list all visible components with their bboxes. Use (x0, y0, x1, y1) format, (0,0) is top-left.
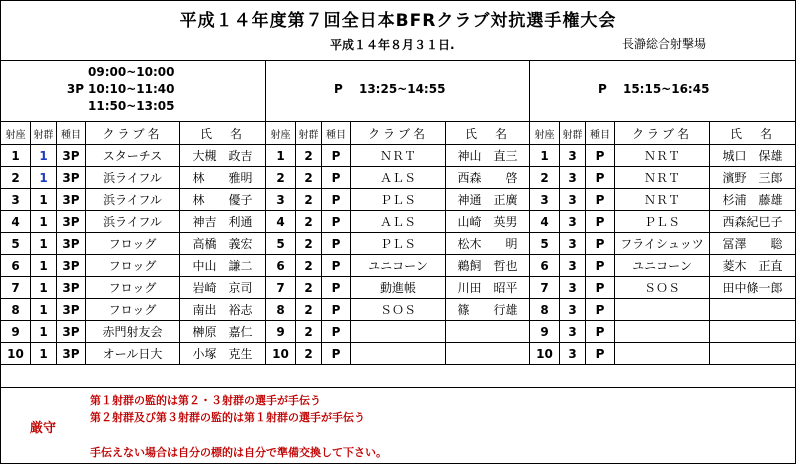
session-1-time-2: 10:10~11:40 (88, 82, 175, 96)
session-1-times (60, 64, 174, 115)
session-2-name-cell: 山崎 英男 (446, 211, 530, 233)
notes-label: 厳守 (30, 421, 57, 436)
table-row (1, 299, 796, 321)
session-2-group-cell: 2 (296, 167, 322, 189)
col-club: クラブ名 (351, 122, 446, 145)
session-2-event-cell: P (322, 211, 351, 233)
session-1-name-cell: 神吉 利通 (180, 211, 266, 233)
session-1-group-cell: 1 (31, 189, 57, 211)
session-3-group-cell: 3 (560, 145, 586, 167)
session-3-group-cell: 3 (560, 343, 586, 365)
session-2-group-cell: 2 (296, 299, 322, 321)
event-venue: 長瀞総合射撃場 (622, 37, 707, 51)
session-1-club-cell: フロッグ (86, 233, 180, 255)
col-group: 射群 (296, 122, 322, 145)
header-divider (0, 60, 796, 61)
session-3-name-cell: 杉浦 藤雄 (710, 189, 796, 211)
session-3-range: 15:15~16:45 (622, 82, 710, 96)
session-1-name-cell: 南出 裕志 (180, 299, 266, 321)
session-3-club-cell (615, 321, 710, 343)
session-2-event-cell: P (322, 343, 351, 365)
slot-divider-2 (529, 60, 530, 121)
table-row (1, 189, 796, 211)
session-3-pos-cell: 3 (530, 189, 560, 211)
session-3-time (598, 81, 709, 98)
session-1-event-cell: 3P (57, 343, 86, 365)
col-event: 種目 (586, 122, 615, 145)
session-2-event-cell: P (322, 233, 351, 255)
session-3-group-cell: 3 (560, 233, 586, 255)
session-2-name-cell (446, 321, 530, 343)
session-3-pos-cell: 2 (530, 167, 560, 189)
session-3-club-cell (615, 343, 710, 365)
session-2-pos-cell: 7 (266, 277, 296, 299)
session-2-name-cell: 鵜飼 哲也 (446, 255, 530, 277)
session-2-club-cell: ＡＬＳ (351, 167, 446, 189)
notes-section (0, 387, 796, 464)
session-2-club-cell: ＳＯＳ (351, 299, 446, 321)
session-1-club-cell: 浜ライフル (86, 167, 180, 189)
session-1-pos-cell: 5 (1, 233, 31, 255)
session-1-pos-cell: 7 (1, 277, 31, 299)
session-2-pos-cell: 4 (266, 211, 296, 233)
session-3-pos-cell: 8 (530, 299, 560, 321)
session-1-event-cell: 3P (57, 189, 86, 211)
session-1-event-cell: 3P (57, 167, 86, 189)
col-event: 種目 (322, 122, 351, 145)
col-position: 射座 (1, 122, 31, 145)
session-1-group-cell: 1 (31, 343, 57, 365)
session-2-pos-cell: 8 (266, 299, 296, 321)
session-3-event-cell: P (586, 343, 615, 365)
session-2-name-cell: 神通 正廣 (446, 189, 530, 211)
session-2-group-cell: 2 (296, 211, 322, 233)
session-1-event-cell: 3P (57, 211, 86, 233)
session-2-club-cell (351, 343, 446, 365)
col-name: 氏 名 (710, 122, 796, 145)
col-group: 射群 (560, 122, 586, 145)
session-3-name-cell (710, 321, 796, 343)
session-3-club-cell: ユニコーン (615, 255, 710, 277)
session-3-club-cell: フライシュッツ (615, 233, 710, 255)
session-1-club-cell: フロッグ (86, 277, 180, 299)
col-position: 射座 (266, 122, 296, 145)
session-1-time-1: 09:00~10:00 (88, 65, 175, 79)
session-1-club-cell: 浜ライフル (86, 211, 180, 233)
session-3-event-cell: P (586, 211, 615, 233)
session-2-name-cell: 川田 昭平 (446, 277, 530, 299)
session-3-group-cell: 3 (560, 277, 586, 299)
session-1-group-cell: 1 (31, 255, 57, 277)
session-3-club-cell (615, 299, 710, 321)
session-1-event-cell: 3P (57, 145, 86, 167)
session-2-group-cell: 2 (296, 145, 322, 167)
table-row (1, 211, 796, 233)
session-1-pos-cell: 4 (1, 211, 31, 233)
session-2-name-cell: 神山 直三 (446, 145, 530, 167)
session-2-group-cell: 2 (296, 255, 322, 277)
session-3-event-cell: P (586, 167, 615, 189)
session-1-pos-cell: 3 (1, 189, 31, 211)
session-3-pos-cell: 7 (530, 277, 560, 299)
session-2-event-cell: P (322, 145, 351, 167)
session-1-time-3: 11:50~13:05 (88, 99, 175, 113)
session-2-club-cell: ユニコーン (351, 255, 446, 277)
session-1-group-cell: 1 (31, 321, 57, 343)
session-2-name-cell: 西森 啓 (446, 167, 530, 189)
session-2-group-cell: 2 (296, 277, 322, 299)
session-2-club-cell: ＡＬＳ (351, 211, 446, 233)
session-3-pos-cell: 10 (530, 343, 560, 365)
session-1-name-cell: 榊原 嘉仁 (180, 321, 266, 343)
session-1-name-cell: 林 雅明 (180, 167, 266, 189)
session-2-pos-cell: 3 (266, 189, 296, 211)
session-3-club-cell: ＰＬＳ (615, 211, 710, 233)
session-2-group-cell: 2 (296, 321, 322, 343)
col-club: クラブ名 (615, 122, 710, 145)
session-2-club-cell: 動進帳 (351, 277, 446, 299)
session-1-name-cell: 大槻 政吉 (180, 145, 266, 167)
session-2-group-cell: 2 (296, 233, 322, 255)
table-row (1, 145, 796, 167)
session-2-pos-cell: 5 (266, 233, 296, 255)
table-row (1, 233, 796, 255)
session-1-name-cell: 中山 謙二 (180, 255, 266, 277)
roster-table (0, 121, 796, 365)
slot-divider-1 (265, 60, 266, 121)
session-3-name-cell: 菱木 正直 (710, 255, 796, 277)
col-position: 射座 (530, 122, 560, 145)
session-1-name-cell: 林 優子 (180, 189, 266, 211)
session-3-event-cell: P (586, 189, 615, 211)
session-3-name-cell: 城口 保雄 (710, 145, 796, 167)
session-2-group-cell: 2 (296, 189, 322, 211)
table-row (1, 343, 796, 365)
session-1-name-cell: 高橋 義宏 (180, 233, 266, 255)
session-2-club-cell: ＰＬＳ (351, 233, 446, 255)
session-2-club-cell: ＰＬＳ (351, 189, 446, 211)
session-2-time (334, 81, 445, 98)
session-3-group-cell: 3 (560, 255, 586, 277)
session-3-event-cell: P (586, 321, 615, 343)
session-2-club-cell (351, 321, 446, 343)
session-1-pos-cell: 9 (1, 321, 31, 343)
session-3-group-cell: 3 (560, 167, 586, 189)
session-3-pos-cell: 1 (530, 145, 560, 167)
session-1-group-cell: 1 (31, 299, 57, 321)
session-2-pos-cell: 10 (266, 343, 296, 365)
session-1-pos-cell: 8 (1, 299, 31, 321)
session-2-pos-cell: 9 (266, 321, 296, 343)
session-1-group-cell: 1 (31, 211, 57, 233)
page-title: 平成１４年度第７回全日本BFRクラブ対抗選手権大会 (179, 11, 617, 31)
session-3-club-cell: ＮＲＴ (615, 145, 710, 167)
table-row (1, 255, 796, 277)
session-3-name-cell: 田中條一郎 (710, 277, 796, 299)
session-1-event-cell: 3P (57, 255, 86, 277)
col-name: 氏 名 (180, 122, 266, 145)
session-1-group-cell: 1 (31, 167, 57, 189)
note-line-3: 手伝えない場合は自分の標的は自分で準備交換して下さい。 (90, 446, 387, 459)
table-row (1, 277, 796, 299)
session-1-pos-cell: 2 (1, 167, 31, 189)
session-3-club-cell: ＮＲＴ (615, 167, 710, 189)
session-1-club-cell: フロッグ (86, 255, 180, 277)
col-club: クラブ名 (86, 122, 180, 145)
session-3-event-cell: P (586, 299, 615, 321)
session-2-type: P (334, 82, 343, 96)
session-1-type: 3P (66, 82, 84, 96)
session-1-club-cell: スターチス (86, 145, 180, 167)
session-2-pos-cell: 1 (266, 145, 296, 167)
session-2-event-cell: P (322, 277, 351, 299)
session-3-name-cell: 冨澤 聡 (710, 233, 796, 255)
session-3-group-cell: 3 (560, 321, 586, 343)
session-1-event-cell: 3P (57, 321, 86, 343)
session-1-pos-cell: 1 (1, 145, 31, 167)
session-3-event-cell: P (586, 233, 615, 255)
session-1-group-cell: 1 (31, 233, 57, 255)
session-1-pos-cell: 10 (1, 343, 31, 365)
session-3-club-cell: ＮＲＴ (615, 189, 710, 211)
session-3-group-cell: 3 (560, 211, 586, 233)
session-3-pos-cell: 9 (530, 321, 560, 343)
table-row (1, 321, 796, 343)
session-1-name-cell: 岩崎 京司 (180, 277, 266, 299)
col-name: 氏 名 (446, 122, 530, 145)
session-2-name-cell: 松木 明 (446, 233, 530, 255)
session-3-name-cell (710, 343, 796, 365)
session-2-group-cell: 2 (296, 343, 322, 365)
session-2-name-cell: 篠 行雄 (446, 299, 530, 321)
session-3-event-cell: P (586, 277, 615, 299)
session-2-event-cell: P (322, 255, 351, 277)
col-event: 種目 (57, 122, 86, 145)
session-2-range: 13:25~14:55 (358, 82, 446, 96)
session-3-group-cell: 3 (560, 299, 586, 321)
session-1-group-cell: 1 (31, 277, 57, 299)
session-3-club-cell: ＳＯＳ (615, 277, 710, 299)
session-3-pos-cell: 4 (530, 211, 560, 233)
session-2-event-cell: P (322, 167, 351, 189)
session-3-event-cell: P (586, 255, 615, 277)
session-3-group-cell: 3 (560, 189, 586, 211)
col-group: 射群 (31, 122, 57, 145)
session-3-name-cell (710, 299, 796, 321)
session-1-event-cell: 3P (57, 299, 86, 321)
session-2-event-cell: P (322, 321, 351, 343)
session-1-event-cell: 3P (57, 233, 86, 255)
roster-header-row (1, 122, 796, 145)
session-3-name-cell: 西森紀巳子 (710, 211, 796, 233)
session-3-type: P (598, 82, 607, 96)
session-3-event-cell: P (586, 145, 615, 167)
session-1-name-cell: 小塚 克生 (180, 343, 266, 365)
session-2-event-cell: P (322, 299, 351, 321)
event-date: 平成１４年８月３１日. (330, 38, 455, 52)
session-2-pos-cell: 2 (266, 167, 296, 189)
session-1-group-cell: 1 (31, 145, 57, 167)
session-2-name-cell (446, 343, 530, 365)
note-line-1: 第１射群の監的は第２・３射群の選手が手伝う (90, 394, 321, 407)
session-1-club-cell: 赤門射友会 (86, 321, 180, 343)
session-1-club-cell: オール日大 (86, 343, 180, 365)
session-3-pos-cell: 6 (530, 255, 560, 277)
note-line-2: 第２射群及び第３射群の監的は第１射群の選手が手伝う (90, 411, 365, 424)
session-2-event-cell: P (322, 189, 351, 211)
session-2-club-cell: ＮＲＴ (351, 145, 446, 167)
session-1-club-cell: 浜ライフル (86, 189, 180, 211)
session-1-club-cell: フロッグ (86, 299, 180, 321)
session-2-pos-cell: 6 (266, 255, 296, 277)
table-row (1, 167, 796, 189)
session-1-pos-cell: 6 (1, 255, 31, 277)
session-1-event-cell: 3P (57, 277, 86, 299)
session-3-pos-cell: 5 (530, 233, 560, 255)
session-3-name-cell: 濱野 三郎 (710, 167, 796, 189)
